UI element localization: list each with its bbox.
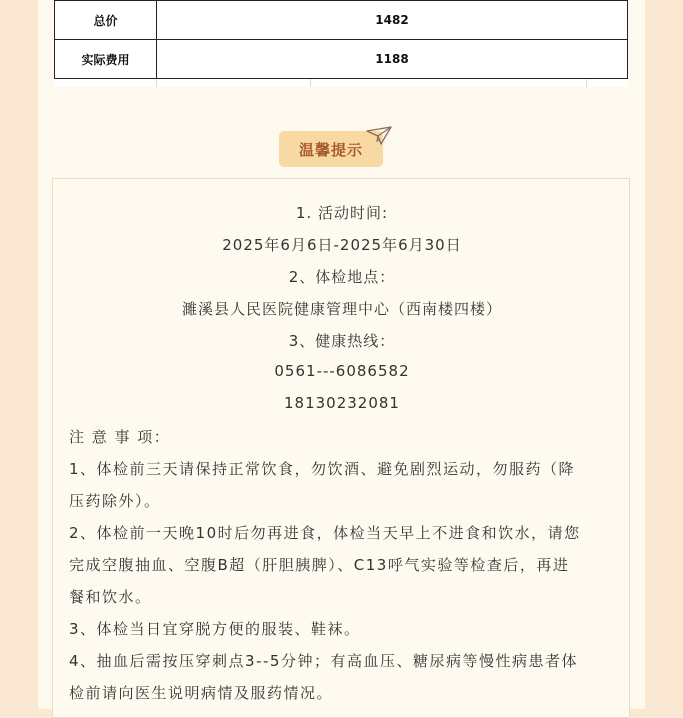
activity-time-heading: 1. 活动时间: — [295, 204, 389, 222]
note-line: 3、体检当日宜穿脱方便的服装、鞋袜。 — [69, 620, 361, 638]
activity-dates: 2025年6月6日-2025年6月30日 — [222, 236, 462, 254]
notes-heading: 注 意 事 项： — [69, 428, 171, 446]
table-divider — [310, 79, 311, 87]
table-divider — [586, 79, 587, 87]
note-line: 4、抽血后需按压穿刺点3--5分钟；有高血压、糖尿病等慢性病患者体 — [69, 652, 578, 670]
total-price-label: 总价 — [55, 1, 157, 40]
table-row — [55, 1, 628, 40]
location-text: 濉溪县人民医院健康管理中心（西南楼四楼） — [181, 300, 502, 318]
actual-cost-label: 实际费用 — [55, 40, 157, 79]
price-table — [54, 0, 628, 79]
note-line: 2、体检前一天晚10时后勿再进食，体检当天早上不进食和饮水，请您 — [69, 524, 581, 542]
note-line: 检前请向医生说明病情及服药情况。 — [69, 684, 334, 702]
note-line: 1、体检前三天请保持正常饮食，勿饮酒、避免剧烈运动，勿服药（降 — [69, 460, 576, 478]
tips-content-box — [52, 178, 630, 718]
page-container — [38, 0, 645, 709]
paper-plane-icon — [366, 126, 392, 146]
note-line: 餐和饮水。 — [69, 588, 152, 606]
location-heading: 2、体检地点： — [288, 268, 396, 286]
actual-cost-value: 1188 — [157, 40, 628, 79]
table-row — [55, 40, 628, 79]
table-tail — [54, 79, 628, 87]
table-divider — [156, 79, 157, 87]
hotline-heading: 3、健康热线： — [288, 332, 396, 350]
hotline-phone-2: 18130232081 — [284, 394, 400, 412]
total-price-value: 1482 — [157, 1, 628, 40]
hotline-phone-1: 0561---6086582 — [274, 362, 410, 380]
tips-title: 温馨提示 — [298, 140, 363, 159]
note-line: 完成空腹抽血、空腹B超（肝胆胰脾）、C13呼气实验等检查后，再进 — [69, 556, 570, 574]
note-line: 压药除外）。 — [69, 492, 161, 510]
